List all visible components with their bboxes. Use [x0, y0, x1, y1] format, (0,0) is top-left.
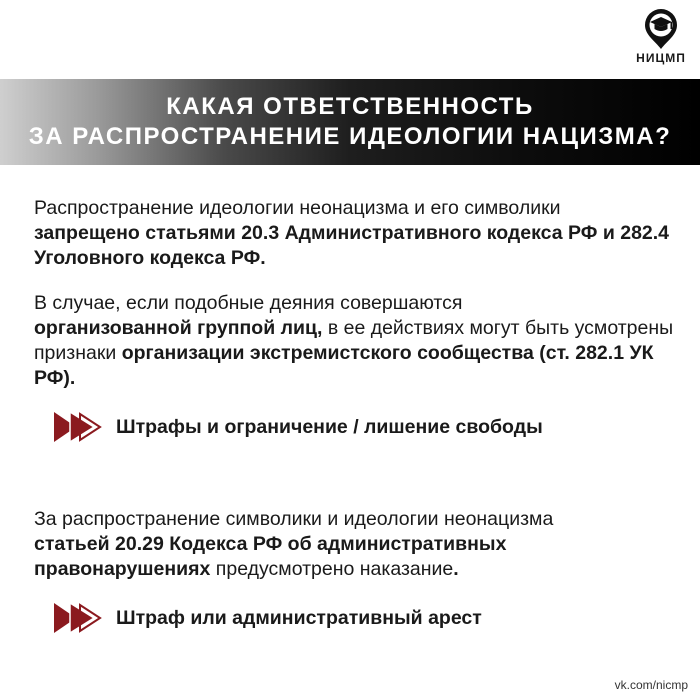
title-line-1: КАКАЯ ОТВЕТСТВЕННОСТЬ [166, 93, 534, 120]
paragraph-3-bold-1: статьей 20.29 Кодекса РФ об административных правонарушениях [34, 533, 507, 580]
paragraph-2 [34, 291, 674, 391]
footer-link[interactable]: vk.com/nicmp [614, 678, 688, 692]
paragraph-2-part-2: в ее действиях могут быть усмотрены признаки [34, 317, 674, 364]
paragraph-3 [34, 507, 674, 582]
title-line-2: ЗА РАСПРОСТРАНЕНИЕ ИДЕОЛОГИИ НАЦИЗМА? [28, 123, 672, 150]
paragraph-1 [34, 196, 674, 271]
paragraph-1-plain: Распространение идеологии неонацизма и его символики [34, 197, 561, 219]
graduation-cap-pin-icon [641, 8, 681, 50]
logo [628, 8, 694, 65]
penalty-2-text: Штраф или административный арест [116, 606, 482, 629]
header-banner [0, 79, 700, 165]
penalty-1-text: Штрафы и ограничение / лишение свободы [116, 415, 543, 438]
paragraph-1-bold: запрещено статьями 20.3 Административного кодекса РФ и 282.4 Уголовного кодекса РФ. [34, 222, 670, 269]
main-content [34, 196, 674, 640]
paragraph-2-bold-2: организации экстремистского сообщества (ст. 282.1 УК РФ). [34, 342, 654, 389]
double-arrow-icon [54, 601, 102, 635]
paragraph-3-part-1: За распространение символики и идеологии неонацизма [34, 508, 554, 530]
paragraph-2-bold-1: организованной группой лиц, [34, 317, 323, 339]
paragraph-2-part-1: В случае, если подобные деяния совершаются [34, 292, 463, 314]
penalty-1 [54, 405, 674, 449]
logo-text: НИЦМП [636, 51, 686, 65]
paragraph-3-part-2: предусмотрено наказание [210, 558, 454, 580]
paragraph-3-bold-2: . [453, 558, 459, 580]
double-arrow-icon [54, 410, 102, 444]
penalty-2 [54, 596, 674, 640]
